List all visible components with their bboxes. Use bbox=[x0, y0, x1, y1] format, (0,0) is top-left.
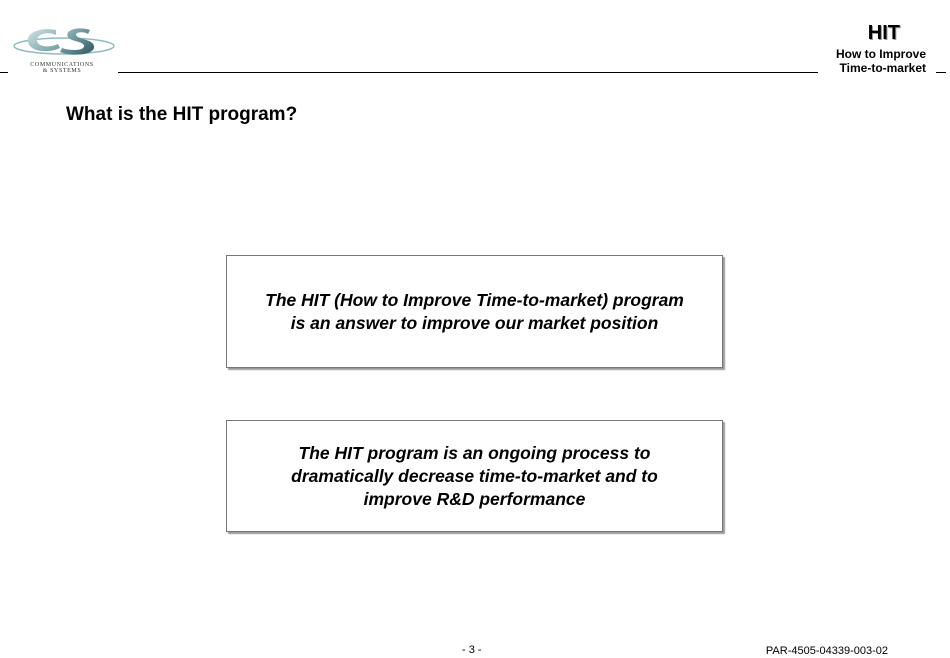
header-rule-right bbox=[936, 72, 946, 73]
program-subtitle-line1: How to Improve bbox=[835, 47, 926, 61]
program-subtitle bbox=[786, 47, 926, 75]
box-line: improve R&D performance bbox=[363, 488, 586, 509]
document-id: PAR-4505-04339-003-02 bbox=[765, 645, 888, 657]
slide-title: What is the HIT program? bbox=[66, 104, 298, 125]
box-line: The HIT (How to Improve Time-to-market) program bbox=[265, 289, 684, 310]
definition-box bbox=[226, 255, 723, 368]
box-line: dramatically decrease time-to-market and to bbox=[291, 465, 658, 486]
header-rule bbox=[118, 72, 818, 73]
header-rule-left bbox=[0, 72, 8, 73]
cs-logo-icon bbox=[8, 22, 116, 62]
page-number: - 3 - bbox=[462, 644, 482, 656]
process-box bbox=[226, 420, 723, 532]
company-logo bbox=[8, 22, 116, 78]
logo-text-line1: COMMUNICATIONS bbox=[30, 62, 94, 68]
program-subtitle-line2: Time-to-market bbox=[839, 61, 926, 75]
box-line: is an answer to improve our market position bbox=[290, 312, 659, 333]
box-line: The HIT program is an ongoing process to bbox=[298, 442, 651, 463]
logo-text-line2: & SYSTEMS bbox=[42, 68, 82, 74]
program-title: HIT bbox=[867, 22, 900, 44]
